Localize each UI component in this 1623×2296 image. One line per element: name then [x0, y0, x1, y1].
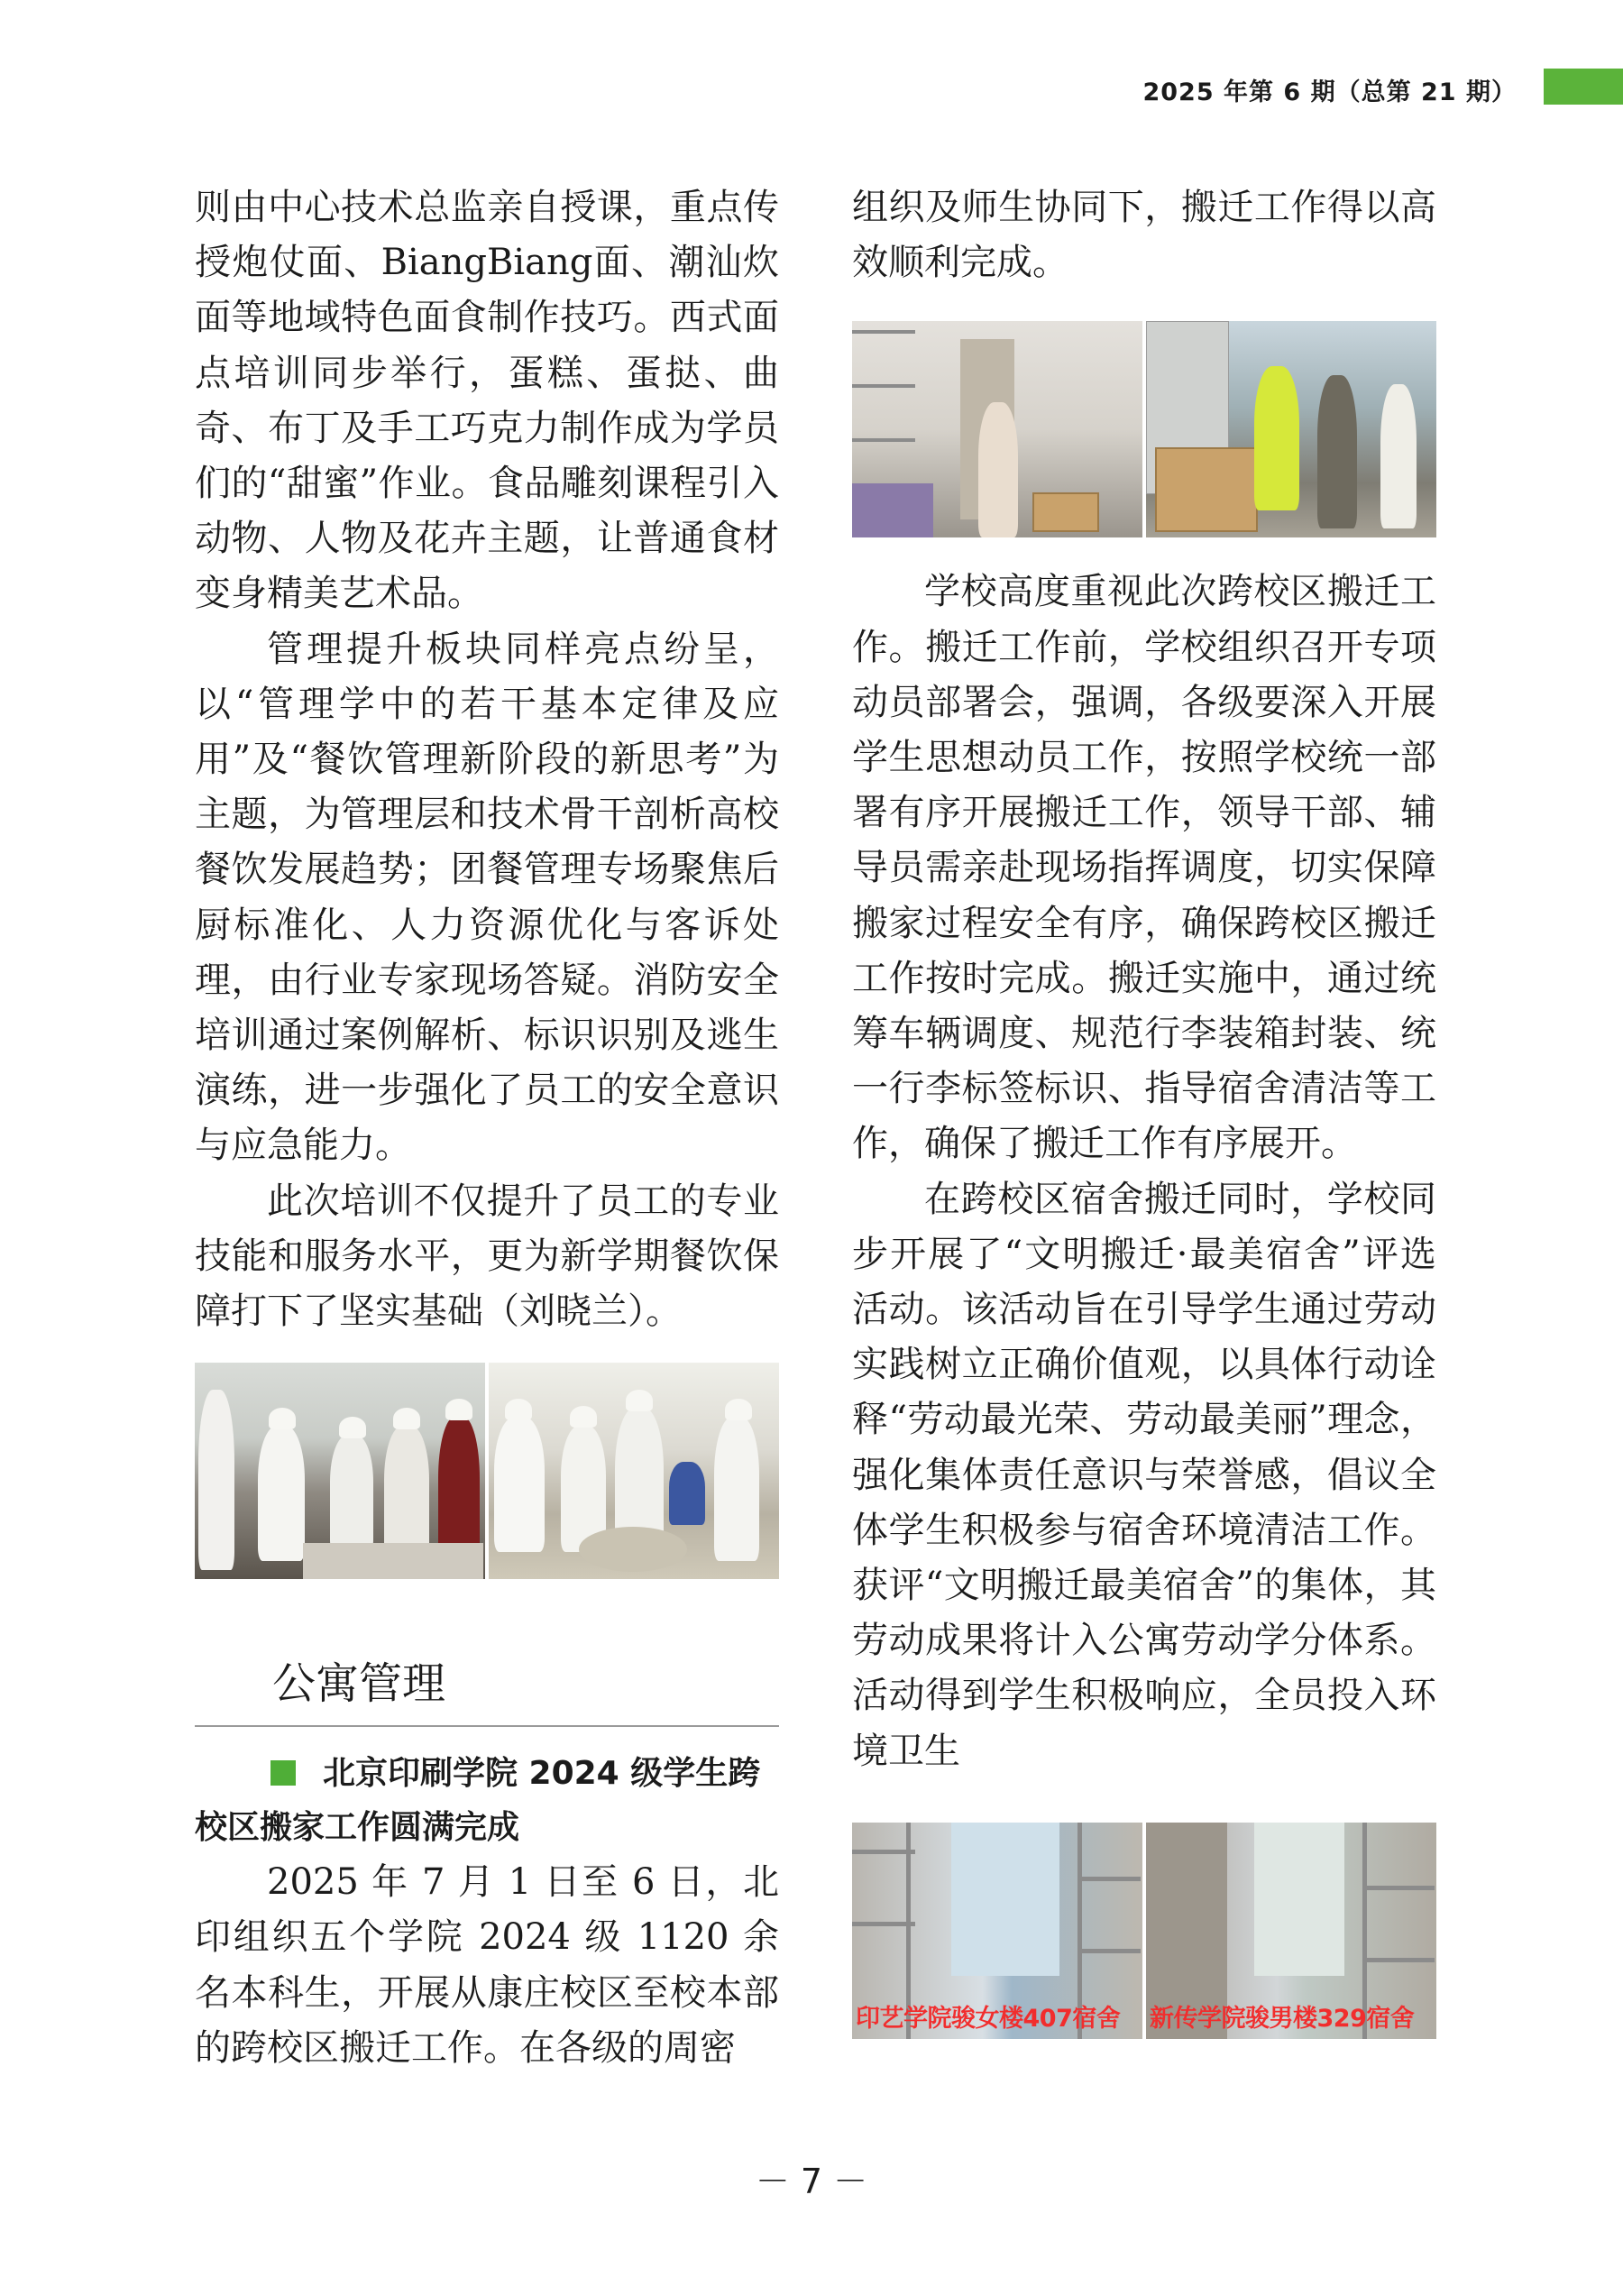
left-paragraph-1: 则由中心技术总监亲自授课，重点传授炮仗面、BiangBiang面、潮汕炊面等地域特色面食制作技巧。西式面点培训同步举行，蛋糕、蛋挞、曲奇、布丁及手工巧克力制作成为学员们的“甜蜜”作业。食品雕刻课程引入动物、人物及花卉主题，让普通食材变身精美艺术品。 — [195, 187, 779, 615]
moving-photo-right — [1146, 321, 1436, 537]
right-column — [852, 180, 1436, 2039]
page-number: － 7 － — [755, 2162, 868, 2201]
section-heading: 公寓管理 — [272, 1658, 446, 1710]
left-paragraph-4: 2025 年 7 月 1 日至 6 日，北印组织五个学院 2024 级 1120 余名本科生，开展从康庄校区至校本部的跨校区搬迁工作。在各级的周密 — [195, 1861, 779, 2069]
left-paragraph-3: 此次培训不仅提升了员工的专业技能和服务水平，更为新学期餐饮保障打下了坚实基础（刘晓兰）。 — [195, 1180, 779, 1333]
article-title-text: 北京印刷学院 2024 级学生跨校区搬家工作圆满完成 — [195, 1755, 761, 1847]
article-title — [195, 1747, 779, 1855]
issue-label: 2025 年第 6 期（总第 21 期） — [1142, 78, 1517, 106]
dorm-photo-left — [852, 1823, 1142, 2039]
moving-photo — [852, 321, 1436, 537]
green-square-icon — [270, 1760, 296, 1786]
left-paragraph-2: 管理提升板块同样亮点纷呈，以“管理学中的若干基本定律及应用”及“餐饮管理新阶段的新思考”为主题，为管理层和技术骨干剖析高校餐饮发展趋势；团餐管理专场聚焦后厨标准化、人力资源优化与客诉处理，由行业专家现场答疑。消防安全培训通过案例解析、标识识别及逃生演练，进一步强化了员工的安全意识与应急能力。 — [195, 628, 779, 1167]
right-paragraph-2: 学校高度重视此次跨校区搬迁工作。搬迁工作前，学校组织召开专项动员部署会，强调，各级要深入开展学生思想动员工作，按照学校统一部署有序开展搬迁工作，领导干部、辅导员需亲赴现场指挥调度，切实保障搬家过程安全有序，确保跨校区搬迁工作按时完成。搬迁实施中，通过统筹车辆调度、规范行李装箱封装、统一行李标签标识、指导宿舍清洁等工作，确保了搬迁工作有序展开。 — [852, 571, 1436, 1165]
header-accent-bar — [1544, 69, 1623, 105]
kitchen-photo-left — [195, 1363, 485, 1579]
dorm-caption-right: 新传学院骏男楼329宿舍 — [1150, 2004, 1415, 2033]
left-column — [195, 180, 779, 2076]
section-header — [195, 1655, 779, 1727]
right-paragraph-3: 在跨校区宿舍搬迁同时，学校同步开展了“文明搬迁·最美宿舍”评选活动。该活动旨在引导学生通过劳动实践树立正确价值观，以具体行动诠释“劳动最光荣、劳动最美丽”理念，强化集体责任意识与荣誉感，倡议全体学生积极参与宿舍环境清洁工作。获评“文明搬迁最美宿舍”的集体，其劳动成果将计入公寓劳动学分体系。活动得到学生积极响应，全员投入环境卫生 — [852, 1178, 1436, 1772]
dorm-photo — [852, 1823, 1436, 2039]
moving-photo-left — [852, 321, 1142, 537]
kitchen-training-photo — [195, 1363, 779, 1579]
section-divider — [195, 1725, 779, 1727]
kitchen-photo-right — [489, 1363, 779, 1579]
dorm-caption-left: 印艺学院骏女楼407宿舍 — [856, 2004, 1121, 2033]
right-paragraph-1: 组织及师生协同下，搬迁工作得以高效顺利完成。 — [852, 187, 1436, 284]
dorm-photo-right — [1146, 1823, 1436, 2039]
